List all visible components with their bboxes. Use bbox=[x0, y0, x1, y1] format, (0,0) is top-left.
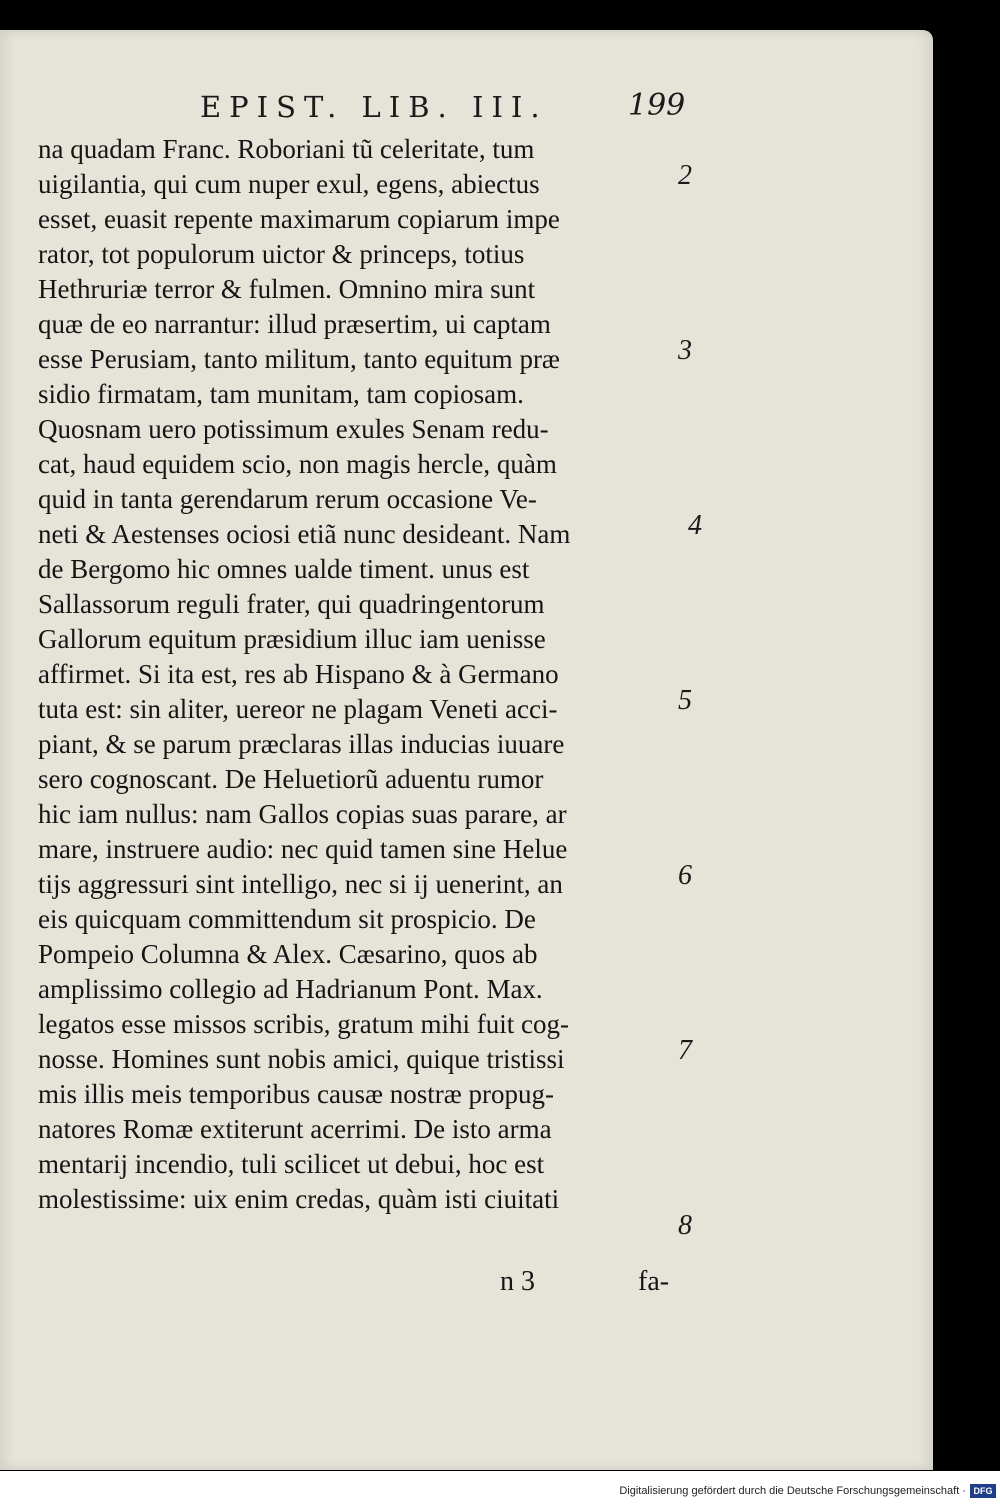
text-line: uigilantia, qui cum nuper exul, egens, abiectus bbox=[38, 169, 540, 199]
text-line: mis illis meis temporibus causæ nostræ propug- bbox=[38, 1079, 554, 1109]
text-line: quæ de eo narrantur: illud præsertim, ui captam bbox=[38, 309, 551, 339]
text-line: mare, instruere audio: nec quid tamen sine Helue bbox=[38, 834, 568, 864]
margin-number: 2 bbox=[678, 160, 692, 191]
text-line: cat, haud equidem scio, non magis hercle, quàm bbox=[38, 449, 557, 479]
text-line: molestissime: uix enim credas, quàm isti ciuitati bbox=[38, 1184, 560, 1214]
text-line: quid in tanta gerendarum rerum occasione Ve- bbox=[38, 484, 537, 514]
margin-number: 3 bbox=[678, 335, 692, 366]
text-line: amplissimo collegio ad Hadrianum Pont. Max. bbox=[38, 974, 543, 1004]
text-line: Pompeio Columna & Alex. Cæsarino, quos ab bbox=[38, 939, 538, 969]
text-line: esset, euasit repente maximarum copiarum impe bbox=[38, 204, 560, 234]
running-head: EPIST. LIB. III. bbox=[200, 90, 548, 124]
margin-number: 5 bbox=[678, 685, 692, 716]
text-line: mentarij incendio, tuli scilicet ut debui, hoc est bbox=[38, 1149, 545, 1179]
margin-number: 7 bbox=[678, 1035, 692, 1066]
text-line: rator, tot populorum uictor & princeps, totius bbox=[38, 239, 525, 269]
text-line: Quosnam uero potissimum exules Senam redu- bbox=[38, 414, 549, 444]
text-line: eis quicquam committendum sit prospicio. De bbox=[38, 904, 536, 934]
text-line: legatos esse missos scribis, gratum mihi fuit cog- bbox=[38, 1009, 569, 1039]
text-line: neti & Aestenses ociosi etiã nunc desideant. Nam bbox=[38, 519, 571, 549]
text-line: de Bergomo hic omnes ualde timent. unus est bbox=[38, 554, 530, 584]
book-page bbox=[0, 30, 933, 1470]
catchword: fa- bbox=[638, 1266, 670, 1297]
text-line: Hethruriæ terror & fulmen. Omnino mira sunt bbox=[38, 274, 536, 304]
margin-number: 4 bbox=[688, 510, 702, 541]
footer-bar bbox=[0, 1471, 1000, 1505]
text-line: na quadam Franc. Roboriani tũ celeritate, tum bbox=[38, 134, 535, 164]
margin-number: 6 bbox=[678, 860, 692, 891]
digitization-credit: Digitalisierung gefördert durch die Deutsche Forschungsgemeinschaft · bbox=[619, 1485, 966, 1497]
dfg-logo-icon: DFG bbox=[970, 1484, 996, 1498]
text-line: sidio firmatam, tam munitam, tam copiosam. bbox=[38, 379, 524, 409]
margin-number: 8 bbox=[678, 1210, 692, 1241]
text-line: nosse. Homines sunt nobis amici, quique tristissi bbox=[38, 1044, 565, 1074]
text-line: Gallorum equitum præsidium illuc iam uenisse bbox=[38, 624, 546, 654]
signature-mark: n 3 bbox=[500, 1266, 535, 1297]
text-line: tuta est: sin aliter, uereor ne plagam Veneti acci- bbox=[38, 694, 558, 724]
text-line: esse Perusiam, tanto militum, tanto equitum præ bbox=[38, 344, 560, 374]
page-number: 199 bbox=[628, 88, 686, 123]
body-text bbox=[38, 132, 678, 1217]
text-line: tijs aggressuri sint intelligo, nec si ij uenerint, an bbox=[38, 869, 563, 899]
text-line: hic iam nullus: nam Gallos copias suas parare, ar bbox=[38, 799, 567, 829]
text-line: affirmet. Si ita est, res ab Hispano & à Germano bbox=[38, 659, 559, 689]
text-line: Sallassorum reguli frater, qui quadringentorum bbox=[38, 589, 545, 619]
text-line: natores Romæ extiterunt acerrimi. De isto arma bbox=[38, 1114, 552, 1144]
text-line: sero cognoscant. De Heluetiorũ aduentu rumor bbox=[38, 764, 544, 794]
text-line: piant, & se parum præclaras illas inducias iuuare bbox=[38, 729, 565, 759]
